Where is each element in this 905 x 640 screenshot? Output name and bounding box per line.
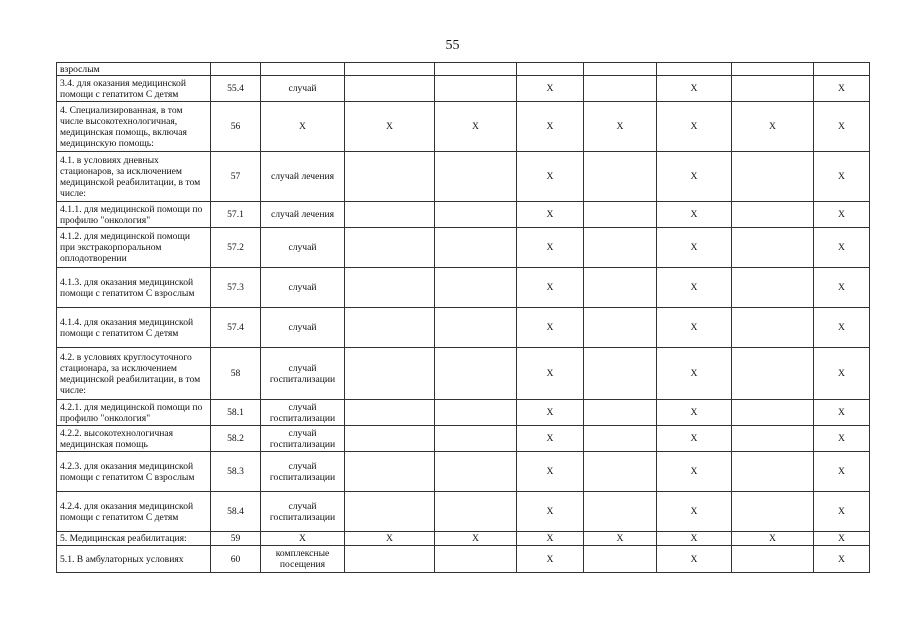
value-cell: [345, 492, 435, 532]
value-cell: X: [814, 546, 870, 573]
row-unit-cell: случай: [261, 308, 345, 348]
value-cell: X: [814, 102, 870, 152]
value-cell: X: [657, 202, 732, 228]
value-cell: [584, 400, 657, 426]
value-cell: X: [345, 532, 435, 546]
table-row: [57, 546, 870, 573]
table-row: [57, 348, 870, 400]
table-row: [57, 452, 870, 492]
value-cell: [345, 76, 435, 102]
table-row: [57, 308, 870, 348]
row-name-cell: 4.2.2. высокотехнологичная медицинская помощь: [57, 426, 211, 452]
value-cell: [435, 63, 517, 76]
row-unit-cell: X: [261, 102, 345, 152]
value-cell: X: [657, 492, 732, 532]
row-code-cell: 57.2: [211, 228, 261, 268]
value-cell: [732, 426, 814, 452]
value-cell: X: [517, 102, 584, 152]
row-unit-cell: случай госпитализации: [261, 400, 345, 426]
value-cell: X: [657, 228, 732, 268]
row-unit-cell: случай госпитализации: [261, 426, 345, 452]
value-cell: X: [657, 546, 732, 573]
value-cell: X: [517, 268, 584, 308]
value-cell: X: [517, 400, 584, 426]
value-cell: [732, 63, 814, 76]
table-row: [57, 532, 870, 546]
row-code-cell: 58.2: [211, 426, 261, 452]
row-unit-cell: случай лечения: [261, 202, 345, 228]
row-name-cell: 3.4. для оказания медицинской помощи с гепатитом С детям: [57, 76, 211, 102]
value-cell: [435, 268, 517, 308]
row-unit-cell: случай лечения: [261, 152, 345, 202]
row-code-cell: 58.4: [211, 492, 261, 532]
value-cell: [345, 202, 435, 228]
value-cell: X: [814, 532, 870, 546]
row-unit-cell: случай госпитализации: [261, 452, 345, 492]
table-row: [57, 76, 870, 102]
value-cell: X: [657, 268, 732, 308]
value-cell: [435, 426, 517, 452]
value-cell: [732, 546, 814, 573]
value-cell: X: [517, 152, 584, 202]
value-cell: [435, 76, 517, 102]
value-cell: [435, 492, 517, 532]
value-cell: [584, 546, 657, 573]
value-cell: [584, 348, 657, 400]
value-cell: X: [517, 532, 584, 546]
value-cell: X: [657, 348, 732, 400]
table-row: [57, 63, 870, 76]
value-cell: X: [517, 76, 584, 102]
value-cell: X: [435, 102, 517, 152]
row-code-cell: 57: [211, 152, 261, 202]
row-name-cell: взрослым: [57, 63, 211, 76]
row-unit-cell: случай: [261, 228, 345, 268]
value-cell: X: [732, 532, 814, 546]
row-name-cell: 4.2. в условиях круглосуточного стационара, за исключением медицинской реабилитации, в том числе:: [57, 348, 211, 400]
value-cell: [435, 348, 517, 400]
value-cell: X: [517, 492, 584, 532]
row-code-cell: 57.1: [211, 202, 261, 228]
value-cell: [732, 308, 814, 348]
value-cell: X: [814, 268, 870, 308]
value-cell: [435, 546, 517, 573]
row-name-cell: 4. Специализированная, в том числе высокотехнологичная, медицинская помощь, включая медицинскую помощь:: [57, 102, 211, 152]
row-unit-cell: случай госпитализации: [261, 348, 345, 400]
row-name-cell: 4.2.3. для оказания медицинской помощи с гепатитом С взрослым: [57, 452, 211, 492]
row-code-cell: 58.3: [211, 452, 261, 492]
row-code-cell: 57.4: [211, 308, 261, 348]
value-cell: [435, 152, 517, 202]
row-unit-cell: [261, 63, 345, 76]
value-cell: X: [814, 202, 870, 228]
value-cell: X: [657, 308, 732, 348]
value-cell: [345, 268, 435, 308]
value-cell: [584, 76, 657, 102]
value-cell: [584, 452, 657, 492]
value-cell: [435, 308, 517, 348]
value-cell: [345, 63, 435, 76]
value-cell: [732, 202, 814, 228]
value-cell: X: [657, 152, 732, 202]
row-name-cell: 5. Медицинская реабилитация:: [57, 532, 211, 546]
value-cell: [584, 268, 657, 308]
value-cell: X: [657, 76, 732, 102]
value-cell: X: [657, 452, 732, 492]
value-cell: [732, 268, 814, 308]
value-cell: [732, 228, 814, 268]
value-cell: X: [814, 348, 870, 400]
value-cell: [732, 492, 814, 532]
row-code-cell: 57.3: [211, 268, 261, 308]
row-name-cell: 5.1. В амбулаторных условиях: [57, 546, 211, 573]
value-cell: [584, 228, 657, 268]
row-code-cell: 58: [211, 348, 261, 400]
value-cell: X: [814, 308, 870, 348]
data-table: [56, 62, 870, 573]
value-cell: X: [345, 102, 435, 152]
value-cell: X: [517, 308, 584, 348]
value-cell: [345, 228, 435, 268]
value-cell: [732, 152, 814, 202]
value-cell: X: [517, 202, 584, 228]
row-name-cell: 4.2.4. для оказания медицинской помощи с гепатитом С детям: [57, 492, 211, 532]
value-cell: [345, 426, 435, 452]
row-unit-cell: случай: [261, 268, 345, 308]
row-name-cell: 4.1.4. для оказания медицинской помощи с гепатитом С детям: [57, 308, 211, 348]
value-cell: [345, 308, 435, 348]
value-cell: [584, 63, 657, 76]
table-row: [57, 400, 870, 426]
value-cell: [345, 546, 435, 573]
value-cell: X: [517, 228, 584, 268]
table-row: [57, 492, 870, 532]
table-row: [57, 202, 870, 228]
value-cell: X: [657, 426, 732, 452]
value-cell: [345, 400, 435, 426]
value-cell: X: [517, 348, 584, 400]
row-code-cell: 55.4: [211, 76, 261, 102]
row-name-cell: 4.2.1. для медицинской помощи по профилю "онкология": [57, 400, 211, 426]
row-unit-cell: случай: [261, 76, 345, 102]
value-cell: [584, 202, 657, 228]
value-cell: X: [814, 76, 870, 102]
table-row: [57, 268, 870, 308]
value-cell: X: [517, 426, 584, 452]
row-code-cell: 58.1: [211, 400, 261, 426]
value-cell: X: [584, 102, 657, 152]
value-cell: [517, 63, 584, 76]
value-cell: [345, 452, 435, 492]
page-number: 55: [445, 38, 460, 53]
value-cell: [584, 152, 657, 202]
row-name-cell: 4.1.2. для медицинской помощи при экстракорпоральном оплодотворении: [57, 228, 211, 268]
row-name-cell: 4.1. в условиях дневных стационаров, за исключением медицинской реабилитации, в том числе:: [57, 152, 211, 202]
value-cell: [435, 452, 517, 492]
value-cell: X: [435, 532, 517, 546]
value-cell: [345, 152, 435, 202]
row-name-cell: 4.1.1. для медицинской помощи по профилю "онкология": [57, 202, 211, 228]
value-cell: X: [814, 452, 870, 492]
row-unit-cell: случай госпитализации: [261, 492, 345, 532]
value-cell: [584, 492, 657, 532]
value-cell: [584, 426, 657, 452]
value-cell: X: [814, 400, 870, 426]
row-code-cell: 59: [211, 532, 261, 546]
value-cell: X: [657, 400, 732, 426]
value-cell: X: [814, 152, 870, 202]
row-name-cell: 4.1.3. для оказания медицинской помощи с гепатитом С взрослым: [57, 268, 211, 308]
table-row: [57, 228, 870, 268]
row-code-cell: 56: [211, 102, 261, 152]
value-cell: [345, 348, 435, 400]
value-cell: [435, 202, 517, 228]
value-cell: [732, 348, 814, 400]
table-row: [57, 152, 870, 202]
value-cell: [732, 76, 814, 102]
value-cell: X: [657, 532, 732, 546]
value-cell: X: [517, 546, 584, 573]
value-cell: [435, 400, 517, 426]
table-row: [57, 426, 870, 452]
row-code-cell: 60: [211, 546, 261, 573]
value-cell: X: [814, 426, 870, 452]
value-cell: X: [584, 532, 657, 546]
value-cell: X: [814, 492, 870, 532]
value-cell: X: [814, 228, 870, 268]
value-cell: [657, 63, 732, 76]
row-unit-cell: X: [261, 532, 345, 546]
table-row: [57, 102, 870, 152]
value-cell: [435, 228, 517, 268]
value-cell: X: [732, 102, 814, 152]
value-cell: [732, 452, 814, 492]
value-cell: X: [657, 102, 732, 152]
value-cell: X: [517, 452, 584, 492]
value-cell: [584, 308, 657, 348]
value-cell: [732, 400, 814, 426]
row-code-cell: [211, 63, 261, 76]
row-unit-cell: комплексные посещения: [261, 546, 345, 573]
value-cell: [814, 63, 870, 76]
